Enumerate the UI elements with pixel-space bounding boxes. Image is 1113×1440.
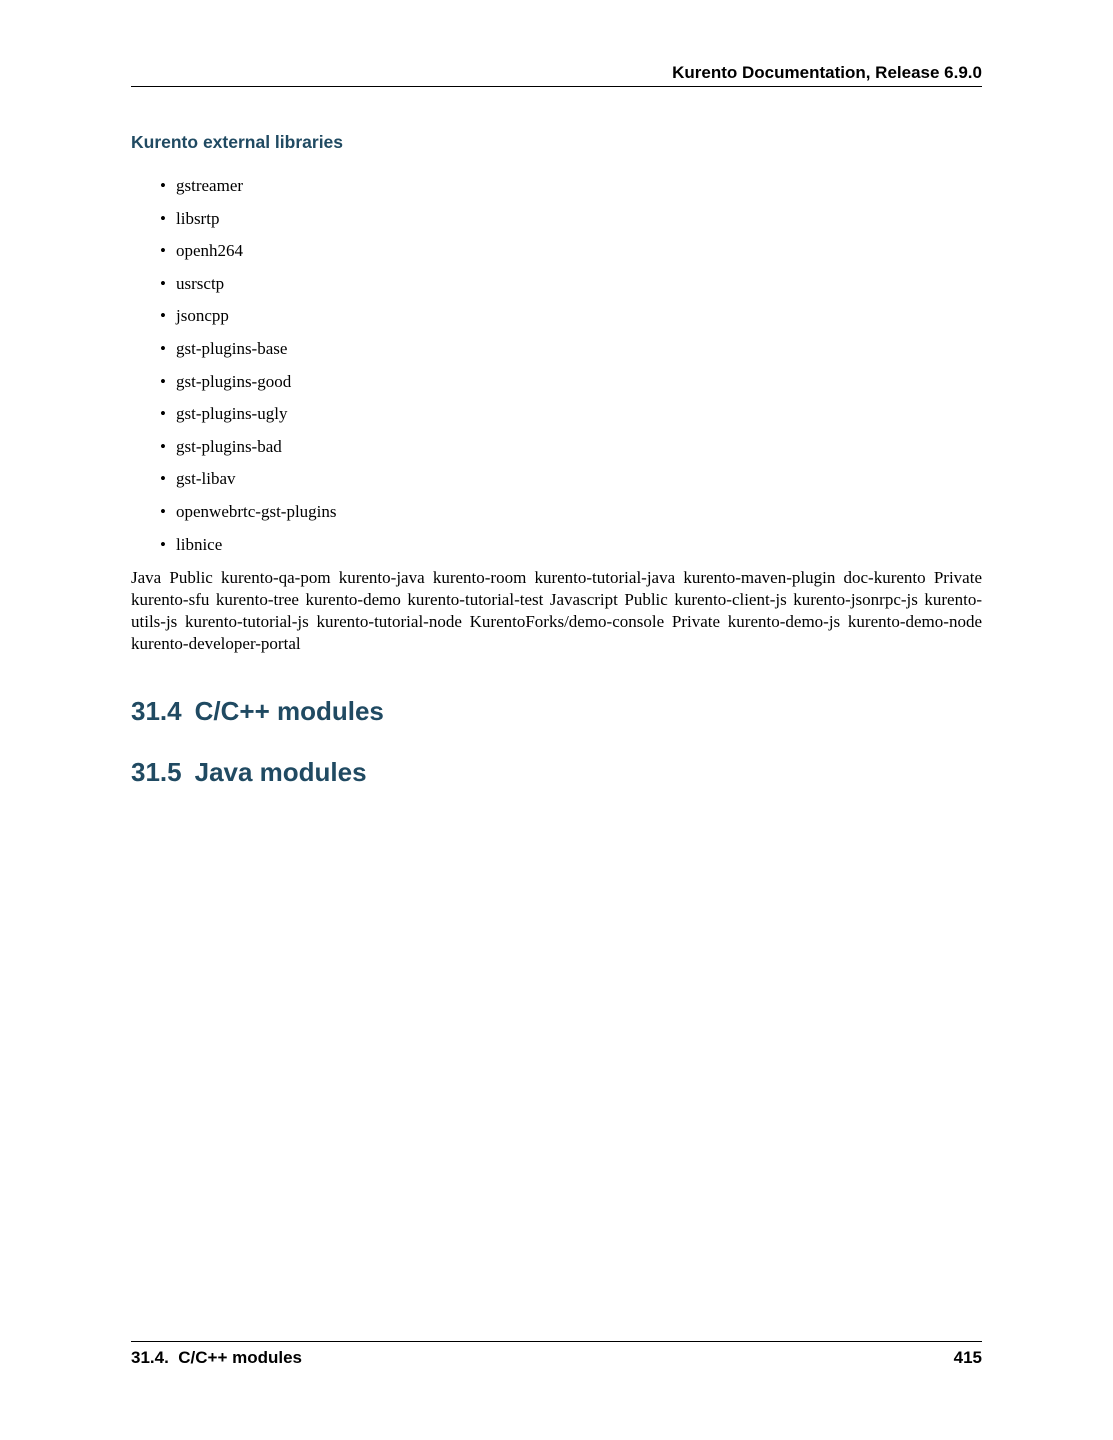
bullet-icon: • bbox=[160, 436, 166, 456]
bullet-icon: • bbox=[160, 241, 166, 261]
bullet-icon: • bbox=[160, 338, 166, 358]
list-item bbox=[131, 500, 982, 533]
list-item bbox=[131, 207, 982, 240]
list-item bbox=[131, 435, 982, 468]
bullet-icon: • bbox=[160, 306, 166, 326]
bullet-icon: • bbox=[160, 501, 166, 521]
library-list bbox=[131, 174, 982, 565]
document-title: Kurento Documentation, Release 6.9.0 bbox=[672, 63, 982, 82]
list-item bbox=[131, 533, 982, 566]
page-footer bbox=[131, 1341, 982, 1370]
bullet-icon: • bbox=[160, 208, 166, 228]
list-item bbox=[131, 174, 982, 207]
bullet-icon: • bbox=[160, 273, 166, 293]
library-name: gstreamer bbox=[176, 176, 244, 195]
bullet-icon: • bbox=[160, 534, 166, 554]
list-item bbox=[131, 467, 982, 500]
section-heading-cpp-modules bbox=[131, 696, 384, 726]
library-name: gst-plugins-good bbox=[176, 371, 292, 391]
library-name: libsrtp bbox=[176, 208, 220, 228]
bullet-icon: • bbox=[160, 176, 166, 195]
library-name: openh264 bbox=[176, 241, 244, 261]
bullet-icon: • bbox=[160, 371, 166, 391]
section-title: Java modules bbox=[194, 757, 367, 787]
library-name: usrsctp bbox=[176, 273, 225, 293]
library-name: gst-plugins-base bbox=[176, 338, 288, 358]
section-number: 31.5 bbox=[131, 757, 182, 787]
list-item bbox=[131, 272, 982, 305]
page-number: 415 bbox=[953, 1348, 982, 1367]
subheading-external-libraries: Kurento external libraries bbox=[131, 132, 344, 152]
library-name: gst-plugins-ugly bbox=[176, 404, 288, 424]
list-item bbox=[131, 402, 982, 435]
library-name: gst-plugins-bad bbox=[176, 436, 282, 456]
library-name: jsoncpp bbox=[176, 306, 229, 326]
section-heading-java-modules bbox=[131, 757, 367, 787]
list-item bbox=[131, 337, 982, 370]
bullet-icon: • bbox=[160, 404, 166, 424]
library-name: libnice bbox=[176, 534, 223, 554]
list-item bbox=[131, 370, 982, 403]
list-item bbox=[131, 239, 982, 272]
library-name: openwebrtc-gst-plugins bbox=[176, 501, 337, 521]
bullet-icon: • bbox=[160, 469, 166, 489]
repository-paragraph: Java Public kurento-qa-pom kurento-java kurento-room kurento-tutorial-java kurento-maven-plugin doc-kurento Private kurento-sfu kurento-tree kurento-demo kurento-tutorial-test Javascript Public kurento-client-js kurento-jsonrpc-js kurento-utils-js kurento-tutorial-js kurento-tutorial-node KurentoForks/demo-console Private kurento-demo-js kurento-demo-node kurento-developer-portal bbox=[131, 568, 982, 653]
list-item bbox=[131, 304, 982, 337]
page-header bbox=[131, 61, 982, 87]
section-title: C/C++ modules bbox=[194, 696, 384, 726]
footer-section-label: 31.4. C/C++ modules bbox=[131, 1348, 303, 1367]
section-number: 31.4 bbox=[131, 696, 182, 726]
library-name: gst-libav bbox=[176, 469, 236, 489]
